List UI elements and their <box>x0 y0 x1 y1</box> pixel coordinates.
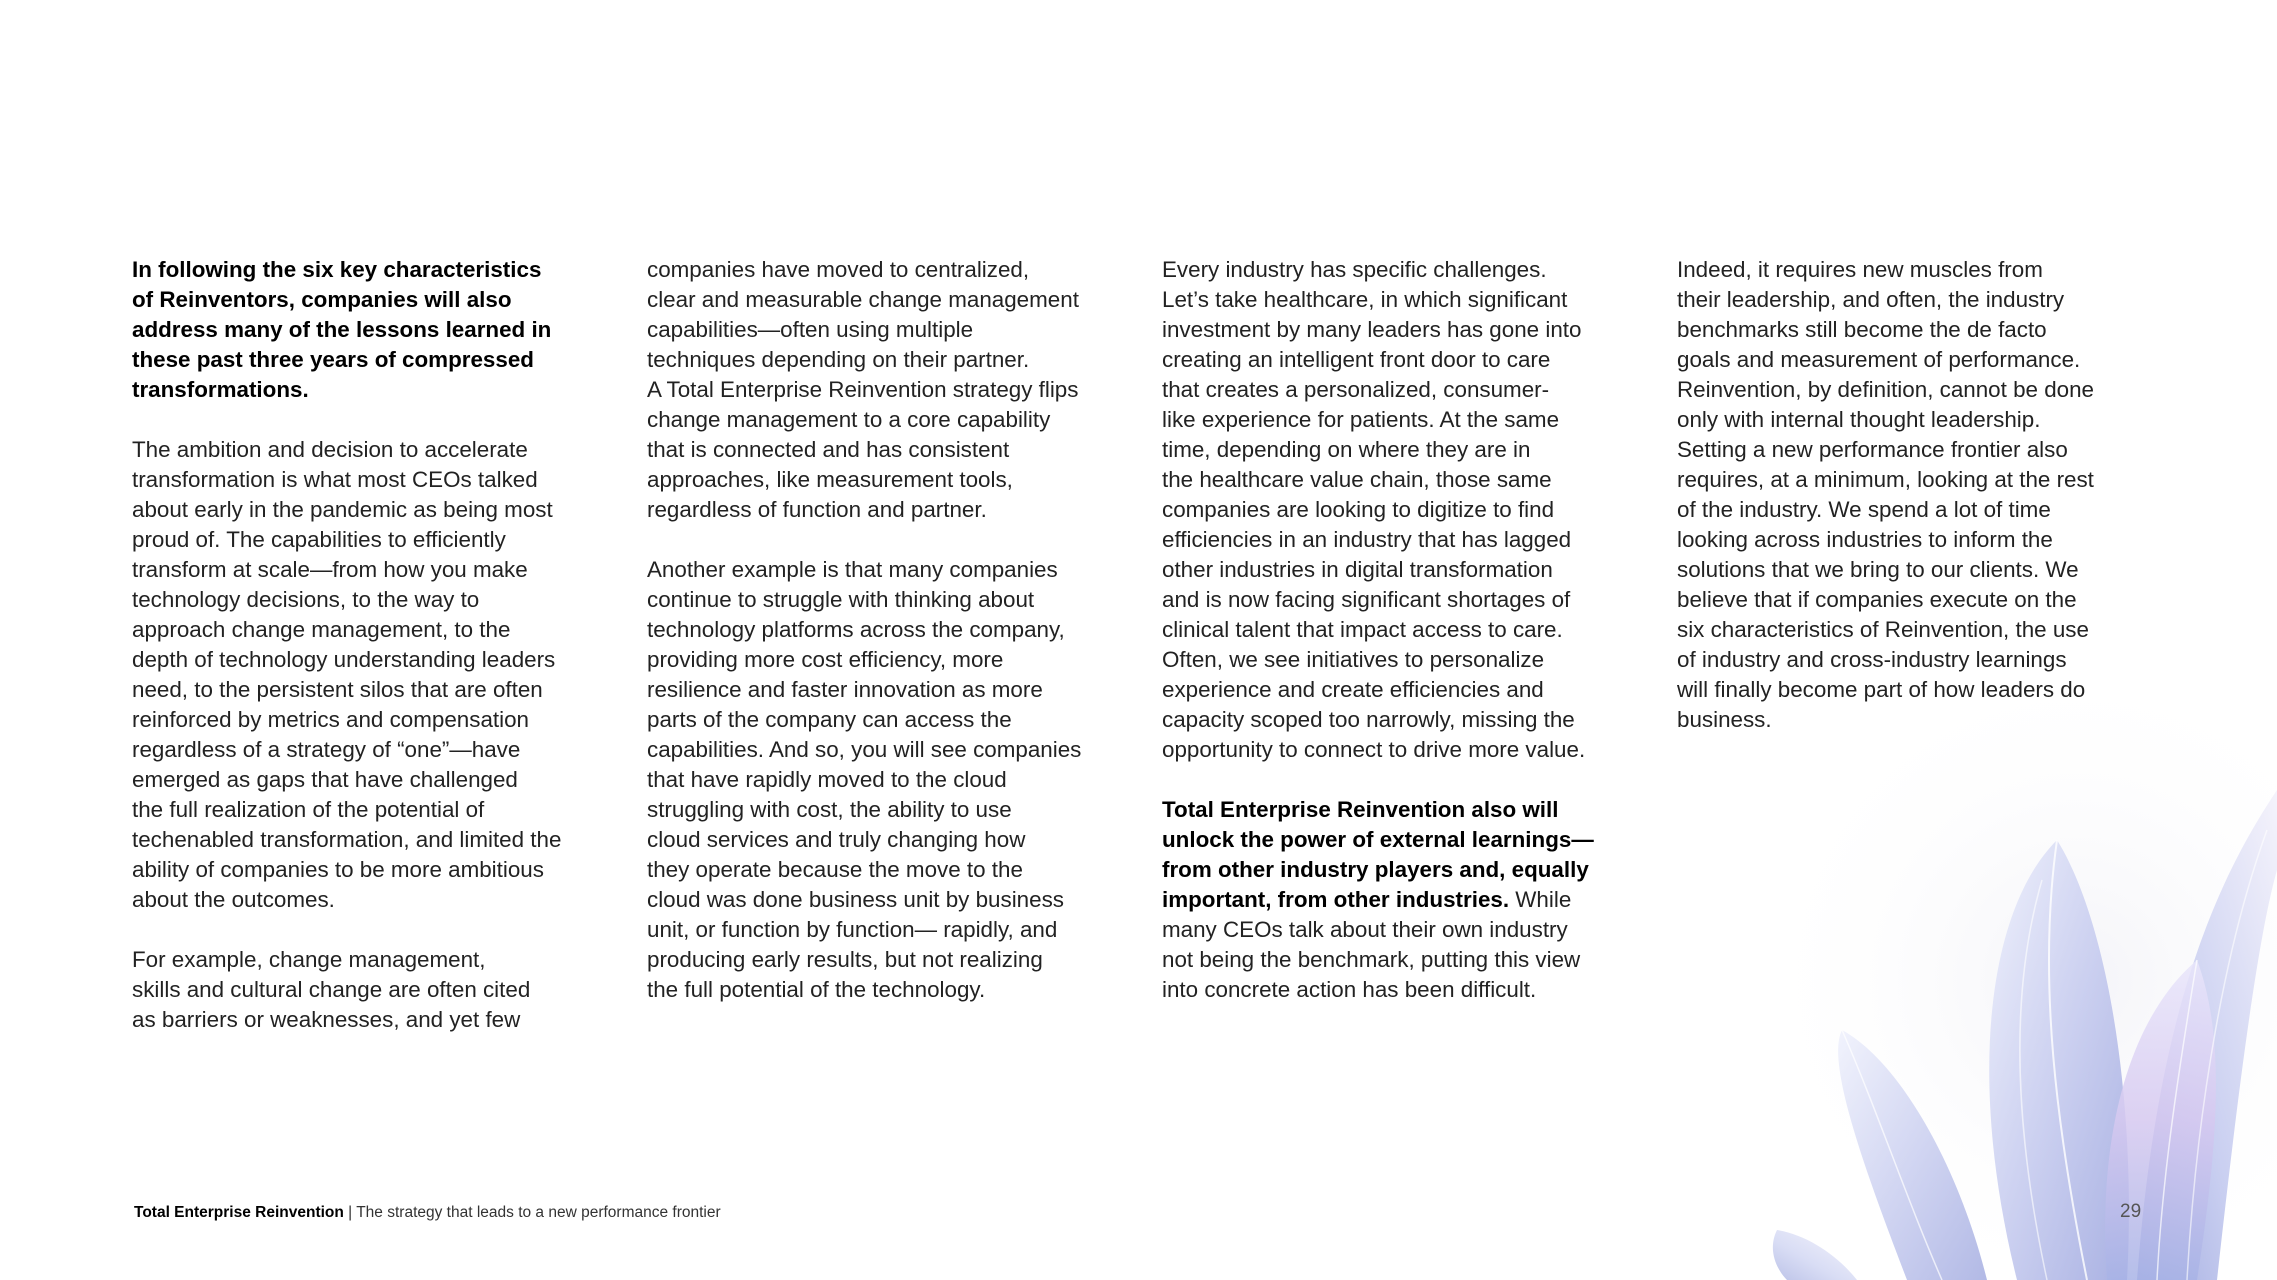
emphasis-rest-text: While many CEOs talk about their own industry not being the benchmark, putting this view into concrete action has been difficult. <box>1162 887 1581 1002</box>
body-paragraph: Every industry has specific challenges. Let’s take healthcare, in which significant investment by many leaders has gone into creating an intelligent front door to care that creates a personalized, consumer- like experience for patients. At the same time, depending on where they are in the healthcare value chain, those same companies are looking to digitize to find efficiencies in an industry that has lagged other industries in digital transformation and is now facing significant shortages of clinical talent that impact access to care. Often, we see initiatives to personalize experience and create efficiencies and capacity scoped too narrowly, missing the opportunity to connect to drive more value. <box>1162 257 1586 762</box>
abstract-crystal-petals-graphic <box>1657 680 2277 1280</box>
body-paragraph: The ambition and decision to accelerate transformation is what most CEOs talked about early in the pandemic as being most proud of. The capabilities to efficiently transform at scale—from how you make technology decisions, to the way to approach change management, to the depth of technology understanding leaders need, to the persistent silos that are often reinforced by metrics and compensation regardless of a strategy of “one”—have emerged as gaps that have challenged the full realization of the potential of techenabled transformation, and limited the ability of companies to be more ambitious about the outcomes. <box>132 437 562 912</box>
body-paragraph: companies have moved to centralized, clear and measurable change management capabilities—often using multiple techniques depending on their partner. A Total Enterprise Reinvention strategy flips change management to a core capability that is connected and has consistent approaches, like measurement tools, regardless of function and partner. <box>647 257 1079 522</box>
text-column-1 <box>132 255 607 1035</box>
body-paragraph: For example, change management, skills and cultural change are often cited as barriers or weaknesses, and yet few <box>132 947 531 1032</box>
emphasis-bold-text: Total Enterprise Reinvention also will unlock the power of external learnings— from other industry players and, equally important, from other industries. <box>1162 797 1594 912</box>
footer-brand: Total Enterprise Reinvention <box>134 1204 344 1221</box>
emphasis-paragraph <box>1162 795 1637 1005</box>
body-paragraph: Indeed, it requires new muscles from their leadership, and often, the industry benchmarks still become the de facto goals and measurement of performance. Reinvention, by definition, cannot be done only with internal thought leadership. Setting a new performance frontier also requires, at a minimum, looking at the rest of the industry. We spend a lot of time looking across industries to inform the solutions that we bring to our clients. We believe that if companies execute on the six characteristics of Reinvention, the use of industry and cross-industry learnings will finally become part of how leaders do business. <box>1677 257 2095 732</box>
footer-separator: | <box>343 1204 357 1221</box>
lead-bold-text: In following the six key characteristics of Reinventors, companies will also address many of the lessons learned in these past three years of compressed transformations. <box>132 257 552 402</box>
lead-paragraph <box>132 255 607 405</box>
text-column-4 <box>1677 255 2152 735</box>
text-column-3 <box>1162 255 1637 1005</box>
text-column-2 <box>647 255 1122 1005</box>
page-number: 29 <box>2120 1201 2142 1222</box>
page-footer <box>134 1204 721 1222</box>
body-paragraph: Another example is that many companies continue to struggle with thinking about technology platforms across the company, providing more cost efficiency, more resilience and faster innovation as more parts of the company can access the capabilities. And so, you will see companies that have rapidly moved to the cloud struggling with cost, the ability to use cloud services and truly changing how they operate because the move to the cloud was done business unit by business unit, or function by function— rapidly, and producing early results, but not realizing the full potential of the technology. <box>647 557 1082 1002</box>
footer-tagline: The strategy that leads to a new performance frontier <box>356 1204 721 1221</box>
